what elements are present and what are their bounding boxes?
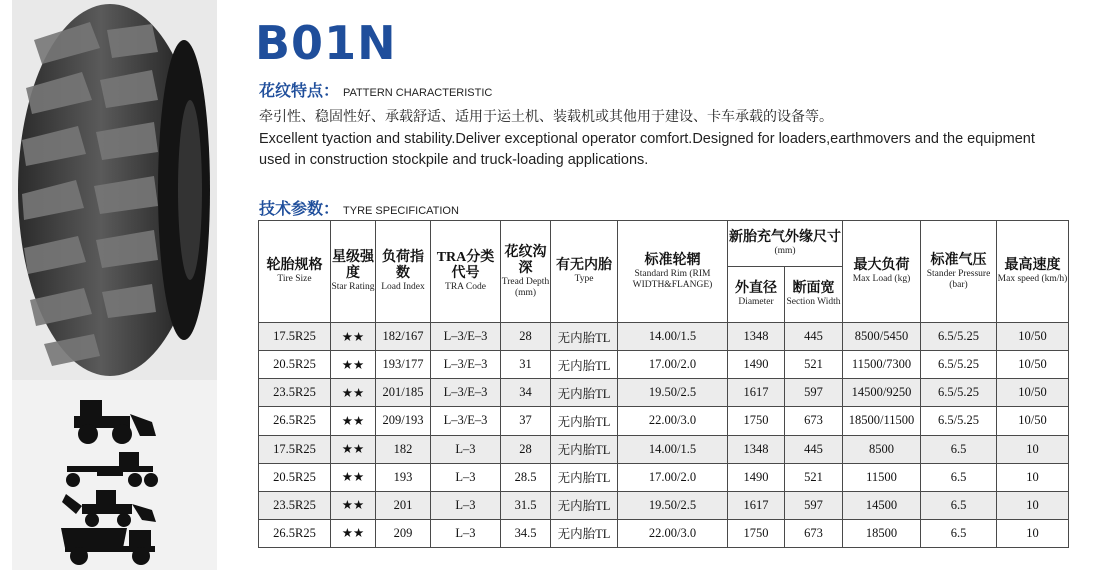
cell-star-rating: ★★ — [331, 407, 376, 435]
cell-max-speed: 10 — [997, 463, 1069, 491]
cell-star-rating: ★★ — [331, 379, 376, 407]
header-inflated-dimensions: 新胎充气外缘尺寸 (mm) — [728, 221, 843, 267]
header-star-rating: 星级强度 Star Rating — [331, 221, 376, 323]
cell-tra-code: L–3/E–3 — [431, 323, 501, 351]
header-diameter: 外直径 Diameter — [728, 267, 785, 323]
pattern-heading — [259, 78, 492, 101]
cell-tire-size: 26.5R25 — [259, 519, 331, 547]
table-row — [259, 351, 1069, 379]
cell-type: 无内胎TL — [551, 519, 618, 547]
cell-max-load: 8500/5450 — [843, 323, 921, 351]
cell-pressure: 6.5 — [921, 519, 997, 547]
cell-tread-depth: 34.5 — [501, 519, 551, 547]
cell-max-load: 14500/9250 — [843, 379, 921, 407]
cell-standard-rim: 17.00/2.0 — [618, 463, 728, 491]
cell-section-width: 521 — [785, 351, 843, 379]
machines-frame — [12, 380, 217, 570]
cell-tire-size: 26.5R25 — [259, 407, 331, 435]
table-row — [259, 407, 1069, 435]
header-max-speed: 最高速度 Max speed (km/h) — [997, 221, 1069, 323]
header-type: 有无内胎 Type — [551, 221, 618, 323]
cell-load-index: 201/185 — [376, 379, 431, 407]
cell-section-width: 445 — [785, 323, 843, 351]
spec-table — [258, 220, 1069, 548]
spec-table-body — [259, 323, 1069, 548]
cell-type: 无内胎TL — [551, 435, 618, 463]
header-tread-depth: 花纹沟深 Tread Depth (mm) — [501, 221, 551, 323]
cell-tire-size: 17.5R25 — [259, 323, 331, 351]
cell-pressure: 6.5 — [921, 491, 997, 519]
cell-standard-rim: 14.00/1.5 — [618, 435, 728, 463]
cell-max-load: 11500 — [843, 463, 921, 491]
cell-star-rating: ★★ — [331, 351, 376, 379]
motor-grader-icon — [57, 448, 167, 488]
header-tra-code: TRA分类代号 TRA Code — [431, 221, 501, 323]
table-row — [259, 435, 1069, 463]
cell-load-index: 193 — [376, 463, 431, 491]
tire-image-frame — [12, 0, 217, 380]
cell-star-rating: ★★ — [331, 491, 376, 519]
cell-diameter: 1750 — [728, 407, 785, 435]
cell-max-speed: 10/50 — [997, 379, 1069, 407]
cell-section-width: 597 — [785, 379, 843, 407]
cell-tread-depth: 37 — [501, 407, 551, 435]
cell-max-speed: 10/50 — [997, 407, 1069, 435]
cell-max-load: 8500 — [843, 435, 921, 463]
cell-tread-depth: 28.5 — [501, 463, 551, 491]
table-row — [259, 463, 1069, 491]
cell-diameter: 1490 — [728, 463, 785, 491]
cell-diameter: 1490 — [728, 351, 785, 379]
cell-load-index: 201 — [376, 491, 431, 519]
cell-max-speed: 10/50 — [997, 323, 1069, 351]
cell-standard-rim: 22.00/3.0 — [618, 407, 728, 435]
cell-diameter: 1348 — [728, 435, 785, 463]
cell-pressure: 6.5 — [921, 435, 997, 463]
cell-max-speed: 10 — [997, 491, 1069, 519]
header-pressure: 标准气压 Stander Pressure (bar) — [921, 221, 997, 323]
cell-section-width: 445 — [785, 435, 843, 463]
cell-load-index: 182/167 — [376, 323, 431, 351]
cell-tread-depth: 31.5 — [501, 491, 551, 519]
cell-star-rating: ★★ — [331, 463, 376, 491]
cell-standard-rim: 14.00/1.5 — [618, 323, 728, 351]
cell-standard-rim: 17.00/2.0 — [618, 351, 728, 379]
table-row — [259, 379, 1069, 407]
pattern-label-cn: 花纹特点： — [259, 83, 340, 100]
cell-tire-size: 23.5R25 — [259, 491, 331, 519]
cell-type: 无内胎TL — [551, 379, 618, 407]
cell-type: 无内胎TL — [551, 407, 618, 435]
cell-standard-rim: 19.50/2.5 — [618, 491, 728, 519]
cell-tread-depth: 31 — [501, 351, 551, 379]
cell-section-width: 521 — [785, 463, 843, 491]
cell-pressure: 6.5 — [921, 463, 997, 491]
left-image-panel — [0, 0, 222, 583]
cell-tread-depth: 28 — [501, 435, 551, 463]
cell-tra-code: L–3 — [431, 463, 501, 491]
cell-type: 无内胎TL — [551, 351, 618, 379]
cell-star-rating: ★★ — [331, 435, 376, 463]
pattern-label-en: PATTERN CHARACTERISTIC — [343, 87, 493, 99]
cell-tire-size: 20.5R25 — [259, 351, 331, 379]
spec-label-cn: 技术参数： — [259, 201, 340, 218]
wheel-loader-icon — [60, 396, 160, 446]
cell-tra-code: L–3/E–3 — [431, 407, 501, 435]
cell-load-index: 209/193 — [376, 407, 431, 435]
cell-max-speed: 10/50 — [997, 351, 1069, 379]
cell-load-index: 193/177 — [376, 351, 431, 379]
cell-tire-size: 23.5R25 — [259, 379, 331, 407]
header-section-width: 断面宽 Section Width — [785, 267, 843, 323]
cell-max-load: 11500/7300 — [843, 351, 921, 379]
dump-truck-icon — [57, 522, 167, 566]
header-max-load: 最大负荷 Max Load (kg) — [843, 221, 921, 323]
header-standard-rim: 标准轮辋 Standard Rim (RIM WIDTH&FLANGE) — [618, 221, 728, 323]
cell-type: 无内胎TL — [551, 491, 618, 519]
tire-image — [12, 0, 217, 380]
cell-star-rating: ★★ — [331, 519, 376, 547]
cell-pressure: 6.5/5.25 — [921, 407, 997, 435]
cell-type: 无内胎TL — [551, 463, 618, 491]
cell-pressure: 6.5/5.25 — [921, 323, 997, 351]
header-load-index: 负荷指数 Load Index — [376, 221, 431, 323]
cell-max-load: 14500 — [843, 491, 921, 519]
spec-heading — [259, 196, 459, 219]
cell-tire-size: 20.5R25 — [259, 463, 331, 491]
cell-pressure: 6.5/5.25 — [921, 379, 997, 407]
cell-load-index: 182 — [376, 435, 431, 463]
cell-max-load: 18500/11500 — [843, 407, 921, 435]
cell-load-index: 209 — [376, 519, 431, 547]
cell-tire-size: 17.5R25 — [259, 435, 331, 463]
cell-max-speed: 10 — [997, 435, 1069, 463]
cell-pressure: 6.5/5.25 — [921, 351, 997, 379]
pattern-description-en: Excellent tyaction and stability.Deliver exceptional operator comfort.Designed for loaders,earthmovers and the equipment used in construction stockpile and truck-loading applications. — [259, 131, 1035, 168]
cell-type: 无内胎TL — [551, 323, 618, 351]
cell-diameter: 1617 — [728, 379, 785, 407]
cell-diameter: 1348 — [728, 323, 785, 351]
cell-tra-code: L–3/E–3 — [431, 379, 501, 407]
cell-diameter: 1617 — [728, 491, 785, 519]
cell-tread-depth: 28 — [501, 323, 551, 351]
cell-section-width: 673 — [785, 519, 843, 547]
cell-tra-code: L–3/E–3 — [431, 351, 501, 379]
cell-max-speed: 10 — [997, 519, 1069, 547]
spec-label-en: TYRE SPECIFICATION — [343, 205, 459, 217]
cell-star-rating: ★★ — [331, 323, 376, 351]
cell-standard-rim: 19.50/2.5 — [618, 379, 728, 407]
cell-diameter: 1750 — [728, 519, 785, 547]
cell-tra-code: L–3 — [431, 435, 501, 463]
table-row — [259, 519, 1069, 547]
table-row — [259, 323, 1069, 351]
cell-section-width: 597 — [785, 491, 843, 519]
page-title: B01N — [255, 16, 397, 70]
cell-section-width: 673 — [785, 407, 843, 435]
cell-max-load: 18500 — [843, 519, 921, 547]
cell-standard-rim: 22.00/3.0 — [618, 519, 728, 547]
cell-tread-depth: 34 — [501, 379, 551, 407]
cell-tra-code: L–3 — [431, 491, 501, 519]
cell-tra-code: L–3 — [431, 519, 501, 547]
header-tire-size: 轮胎规格 Tire Size — [259, 221, 331, 323]
pattern-description-cn: 牵引性、稳固性好、承载舒适、适用于运土机、装载机或其他用于建设、卡车承载的设备等。 — [259, 108, 833, 124]
table-row — [259, 491, 1069, 519]
